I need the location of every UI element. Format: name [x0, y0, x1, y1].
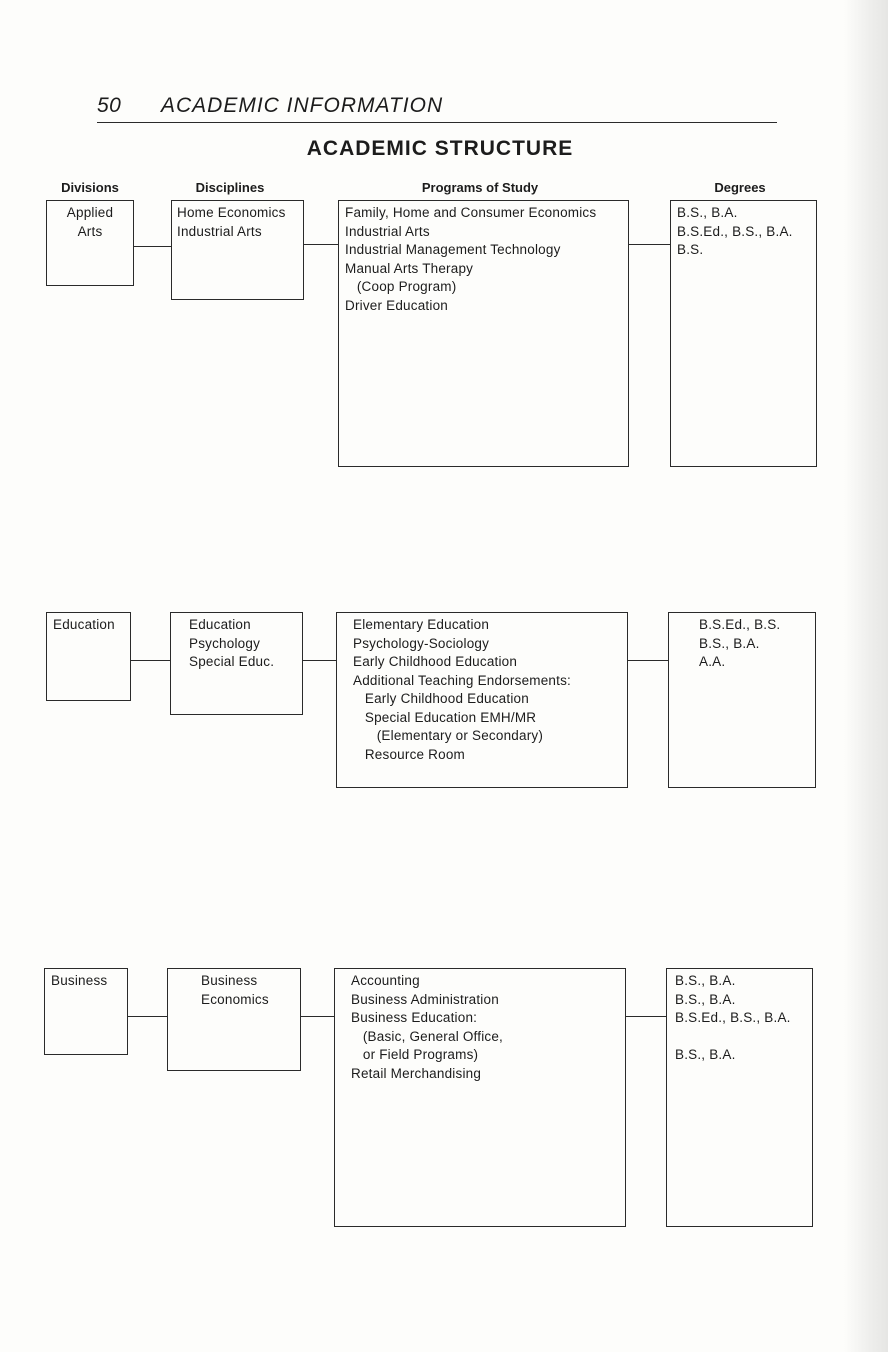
degrees-box: [668, 612, 816, 788]
page-number: 50: [97, 94, 122, 117]
disciplines-box: [167, 968, 301, 1071]
division-box: [44, 968, 128, 1055]
disciplines-box: [170, 612, 303, 715]
page-header: [97, 92, 777, 123]
column-heading-divisions: Divisions: [61, 180, 119, 195]
division-label: Applied Arts: [66, 205, 114, 239]
connector-line: [128, 1016, 167, 1017]
page-edge-shadow: [844, 0, 888, 1352]
programs-list: Family, Home and Consumer Economics Industrial Arts Industrial Management Technology Manual Arts Therapy (Coop Program) Driver Education: [345, 205, 597, 313]
degrees-list: B.S.Ed., B.S. B.S., B.A. A.A.: [699, 617, 781, 669]
disciplines-list: Education Psychology Special Educ.: [189, 617, 275, 669]
connector-line: [134, 246, 171, 247]
programs-box: [336, 612, 628, 788]
connector-line: [629, 244, 670, 245]
section-title: ACADEMIC INFORMATION: [161, 94, 444, 117]
degrees-list: B.S., B.A. B.S., B.A. B.S.Ed., B.S., B.A. B.S., B.A.: [675, 973, 791, 1062]
division-label: Education: [53, 617, 115, 632]
division-label: Business: [51, 973, 108, 988]
connector-line: [304, 244, 338, 245]
connector-line: [131, 660, 170, 661]
degrees-list: B.S., B.A. B.S.Ed., B.S., B.A. B.S.: [677, 205, 793, 257]
disciplines-box: [171, 200, 304, 300]
degrees-box: [666, 968, 813, 1227]
disciplines-list: Home Economics Industrial Arts: [177, 205, 286, 239]
programs-list: Elementary Education Psychology-Sociology Early Childhood Education Additional Teaching Endorsements: Early Childhood Education Special Education EMH/MR (Elementary or Secondary) Resource Room: [353, 617, 571, 762]
column-heading-disciplines: Disciplines: [195, 180, 265, 195]
connector-line: [301, 1016, 334, 1017]
page-title: ACADEMIC STRUCTURE: [306, 137, 574, 160]
connector-line: [303, 660, 336, 661]
connector-line: [626, 1016, 666, 1017]
programs-box: [334, 968, 626, 1227]
division-box: [46, 612, 131, 701]
connector-line: [628, 660, 668, 661]
division-box: [46, 200, 134, 286]
programs-list: Accounting Business Administration Business Education: (Basic, General Office, or Field Programs) Retail Merchandising: [351, 973, 504, 1081]
degrees-box: [670, 200, 817, 467]
programs-box: [338, 200, 629, 467]
disciplines-list: Business Economics: [201, 973, 269, 1007]
column-heading-degrees: Degrees: [714, 180, 766, 195]
column-heading-programs: Programs of Study: [421, 180, 539, 195]
